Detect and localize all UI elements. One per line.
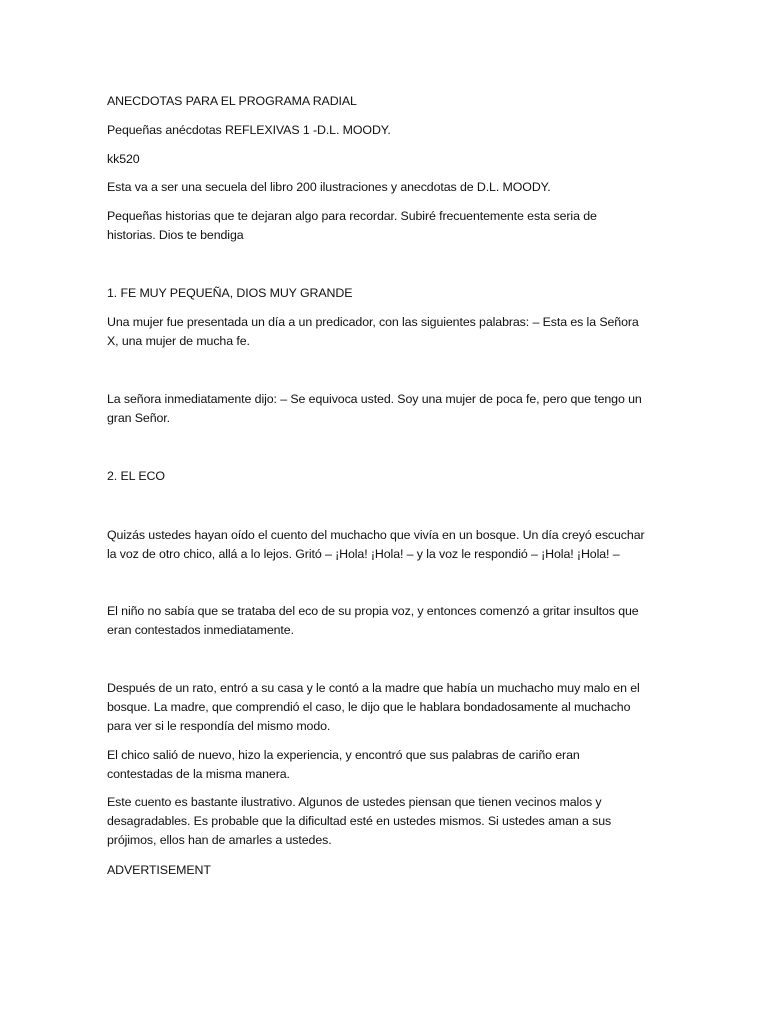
intro-paragraph-line: historias. Dios te bendiga <box>107 228 244 242</box>
paragraph-line: X, una mujer de mucha fe. <box>107 334 250 348</box>
document-subtitle: Pequeñas anécdotas REFLEXIVAS 1 -D.L. MOODY. <box>107 123 391 137</box>
paragraph-line: contestadas de la misma manera. <box>107 767 290 781</box>
paragraph-line: prójimos, ellos han de amarles a ustedes. <box>107 833 332 847</box>
paragraph-line: para ver si le respondía del mismo modo. <box>107 719 331 733</box>
paragraph-line: gran Señor. <box>107 411 170 425</box>
paragraph-line: El chico salió de nuevo, hizo la experiencia, y encontró que sus palabras de cariño eran <box>107 748 580 762</box>
advertisement-label: ADVERTISEMENT <box>107 863 211 877</box>
document-code: kk520 <box>107 152 140 166</box>
paragraph-line: bosque. La madre, que comprendió el caso, le dijo que le hablara bondadosamente al muchacho <box>107 700 631 714</box>
section-heading: 2. EL ECO <box>107 469 165 483</box>
paragraph-line: La señora inmediatamente dijo: – Se equivoca usted. Soy una mujer de poca fe, pero que tengo un <box>107 392 642 406</box>
paragraph-line: El niño no sabía que se trataba del eco de su propia voz, y entonces comenzó a gritar insultos que <box>107 604 639 618</box>
paragraph-line: Este cuento es bastante ilustrativo. Algunos de ustedes piensan que tienen vecinos malos y <box>107 795 602 809</box>
paragraph-line: Quizás ustedes hayan oído el cuento del muchacho que vivía en un bosque. Un día creyó escuchar <box>107 528 645 542</box>
paragraph-line: la voz de otro chico, allá a lo lejos. Gritó – ¡Hola! ¡Hola! – y la voz le respondió – ¡Hola! ¡Hola! – <box>107 547 620 561</box>
section-heading: 1. FE MUY PEQUEÑA, DIOS MUY GRANDE <box>107 286 353 300</box>
paragraph-line: eran contestados inmediatamente. <box>107 623 294 637</box>
paragraph-line: desagradables. Es probable que la dificultad esté en ustedes mismos. Si ustedes aman a sus <box>107 814 612 828</box>
paragraph-line: Una mujer fue presentada un día a un predicador, con las siguientes palabras: – Esta es la Señora <box>107 315 639 329</box>
intro-paragraph-line: Pequeñas historias que te dejaran algo para recordar. Subiré frecuentemente esta seria de <box>107 209 597 223</box>
paragraph-line: Después de un rato, entró a su casa y le contó a la madre que había un muchacho muy malo en el <box>107 681 640 695</box>
intro-paragraph-line: Esta va a ser una secuela del libro 200 ilustraciones y anecdotas de D.L. MOODY. <box>107 180 551 194</box>
document-title: ANECDOTAS PARA EL PROGRAMA RADIAL <box>107 94 357 108</box>
